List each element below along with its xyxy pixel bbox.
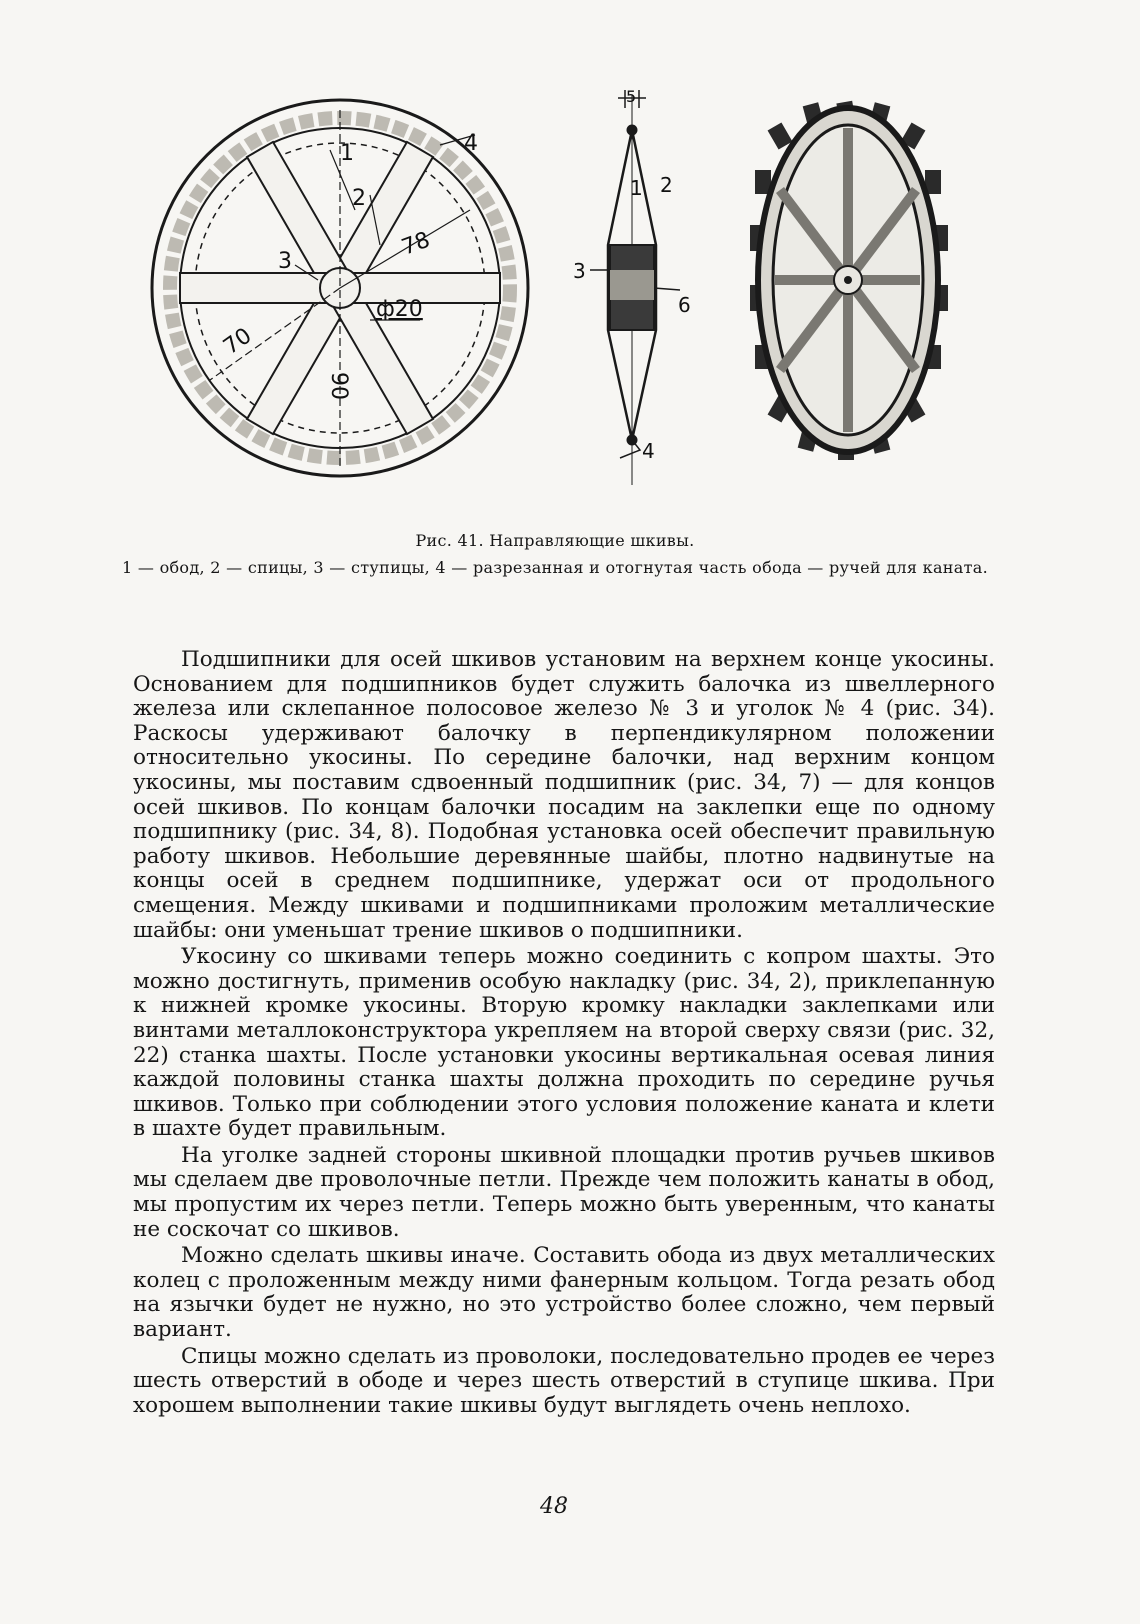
- label-dim-78: 78: [398, 227, 434, 261]
- pulley-perspective-view: [750, 101, 948, 460]
- label-dim-90: 90: [326, 372, 351, 400]
- label-side-hub: 3: [573, 259, 586, 283]
- label-side-tab: 4: [642, 439, 655, 463]
- caption-legend: 1 — обод, 2 — спицы, 3 — ступицы, 4 — разрезанная и отогнутая часть обода — ручей для каната.: [122, 558, 988, 577]
- paragraph: Подшипники для осей шкивов установим на верхнем конце укосины. Основанием для подшипников будет служить балочка из швеллерного железа или склепанное полосовое железо № 3 и уголок № 4 (рис. 34). Раскосы удерживают балочку в перпендикулярном положении относительно укосины. По середине балочки, над верхним концом укосины, мы поставим сдвоенный подшипник (рис. 34, 7) — для концов осей шкивов. По концам балочки посадим на заклепки еще по одному подшипнику (рис. 34, 8). Подобная установка осей обеспечит правильную работу шкивов. Небольшие деревянные шайбы, плотно надвинутые на концы осей в среднем подшипнике, удержат оси от продольного смещения. Между шкивами и подшипниками проложим металлические шайбы: они уменьшат трение шкивов о подшипники.: [133, 647, 995, 943]
- paragraph: Укосину со шкивами теперь можно соединить с копром шахты. Это можно достигнуть, применив особую накладку (рис. 34, 2), приклепанную к нижней кромке укосины. Вторую кромку накладки заклепками или винтами металлоконструктора укрепляем на второй сверху связи (рис. 32, 22) станка шахты. После установки укосины вертикальная осевая линия каждой половины станка шахты должна проходить по середине ручья шкивов. Только при соблюдении этого условия положение каната и клети в шахте будет правильным.: [133, 944, 995, 1142]
- label-side-rim: 1: [630, 176, 643, 200]
- label-dim-phi20: ф20: [376, 297, 423, 322]
- label-spokes: 2: [352, 186, 366, 211]
- caption-title: Рис. 41. Направляющие шкивы.: [415, 531, 695, 550]
- figure-caption: [115, 530, 995, 578]
- page-number: 48: [540, 1494, 568, 1519]
- pulley-side-view: [590, 90, 680, 485]
- body-text: [133, 648, 995, 1420]
- paragraph: Можно сделать шкивы иначе. Составить обода из двух металлических колец с проложенным между ними фанерным кольцом. Тогда резать обод на язычки будет не нужно, но это устройство более сложно, чем первый вариант.: [133, 1243, 995, 1343]
- label-side-axle: 6: [678, 293, 691, 317]
- label-dim-70: 70: [219, 323, 257, 360]
- label-rim: 1: [340, 141, 354, 166]
- figure-41-pulleys: [120, 80, 1020, 500]
- pulley-drawings: [120, 80, 1020, 500]
- label-side-spoke: 2: [660, 173, 673, 197]
- label-hub: 3: [278, 249, 292, 274]
- label-side-width: 5: [626, 87, 637, 106]
- paragraph: Спицы можно сделать из проволоки, последовательно продев ее через шесть отверстий в ободе и через шесть отверстий в ступице шкива. При хорошем выполнении такие шкивы будут выглядеть очень неплохо.: [133, 1343, 995, 1418]
- paragraph: На уголке задней стороны шкивной площадки против ручьев шкивов мы сделаем две проволочные петли. Прежде чем положить канаты в обод, мы пропустим их через петли. Теперь можно быть уверенным, что канаты не соскочат со шкивов.: [133, 1142, 995, 1242]
- label-cut-part: 4: [464, 131, 478, 156]
